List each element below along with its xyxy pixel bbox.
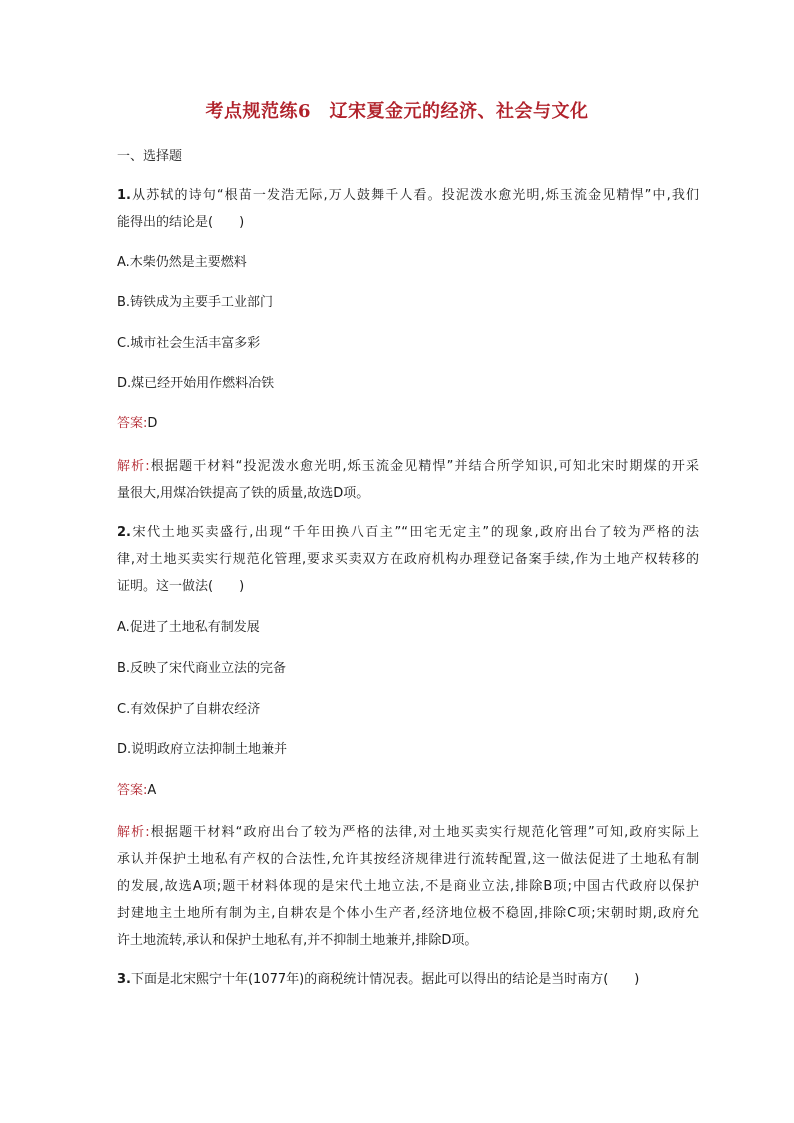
question-2-stem-text-1: 宋代土地买卖盛行,出现“千年田换八百主”“田宅无定主”的现象,政府出台了较为严格的法 <box>130 525 699 540</box>
page-title: 考点规范练6 辽宋夏金元的经济、社会与文化 <box>205 101 589 122</box>
question-2-analysis-line-2: 承认并保护土地私有产权的合法性,允许其按经济规律进行流转配置,这一做法促进了土地私有制 <box>117 852 699 867</box>
question-2-answer-value: A <box>147 783 157 798</box>
answer-label: 答案: <box>117 783 148 798</box>
question-2-analysis-line-1 <box>117 823 699 843</box>
question-1-stem-text-1: 从苏轼的诗句“根苗一发浩无际,万人鼓舞千人看。投泥泼水愈光明,烁玉流金见精悍”中,我们 <box>130 188 699 203</box>
question-1-option-a: A.木柴仍然是主要燃料 <box>117 255 247 270</box>
analysis-label: 解析: <box>117 459 150 474</box>
question-1-option-b: B.铸铁成为主要手工业部门 <box>117 295 274 310</box>
analysis-label: 解析: <box>117 825 150 840</box>
question-1-number: 1. <box>117 188 131 203</box>
question-2-analysis-line-5: 许土地流转,承认和保护土地私有,并不抑制土地兼并,排除D项。 <box>117 933 478 948</box>
question-2-analysis-line-3: 的发展,故选A项;题干材料体现的是宋代土地立法,不是商业立法,排除B项;中国古代政府以保护 <box>117 879 699 894</box>
question-2-option-a: A.促进了土地私有制发展 <box>117 620 260 635</box>
question-1-option-c: C.城市社会生活丰富多彩 <box>117 336 261 351</box>
question-1-stem-line-1 <box>117 186 699 206</box>
question-1-answer <box>117 414 699 434</box>
question-2-answer <box>117 781 699 801</box>
question-3-stem-line-1 <box>117 970 699 990</box>
question-3-stem-text-1: 下面是北宋熙宁十年(1077年)的商税统计情况表。据此可以得出的结论是当时南方( ) <box>130 972 640 987</box>
question-2-stem-line-1 <box>117 523 699 543</box>
question-2-stem-line-3: 证明。这一做法( ) <box>117 579 245 594</box>
question-1-analysis-line-2: 量很大,用煤冶铁提高了铁的质量,故选D项。 <box>117 486 370 501</box>
question-2-option-d: D.说明政府立法抑制土地兼并 <box>117 742 288 757</box>
question-1-analysis-line-1 <box>117 457 699 477</box>
question-3-number: 3. <box>117 972 131 987</box>
question-1-stem-line-2: 能得出的结论是( ) <box>117 215 245 230</box>
question-2-stem-line-2: 律,对土地买卖实行规范化管理,要求买卖双方在政府机构办理登记备案手续,作为土地产权转移的 <box>117 552 699 567</box>
question-1-option-d: D.煤已经开始用作燃料冶铁 <box>117 376 275 391</box>
question-2-analysis-text-1: 根据题干材料“政府出台了较为严格的法律,对土地买卖实行规范化管理”可知,政府实际上 <box>149 825 699 840</box>
question-2-option-c: C.有效保护了自耕农经济 <box>117 702 261 717</box>
question-2-analysis-line-4: 封建地主土地所有制为主,自耕农是个体小生产者,经济地位极不稳固,排除C项;宋朝时期,政府允 <box>117 906 699 921</box>
question-1-answer-value: D <box>147 416 158 431</box>
question-2-option-b: B.反映了宋代商业立法的完备 <box>117 661 287 676</box>
question-1-analysis-text-1: 根据题干材料“投泥泼水愈光明,烁玉流金见精悍”并结合所学知识,可知北宋时期煤的开采 <box>149 459 699 474</box>
section-heading: 一、选择题 <box>117 149 183 164</box>
question-2-number: 2. <box>117 525 131 540</box>
answer-label: 答案: <box>117 416 148 431</box>
